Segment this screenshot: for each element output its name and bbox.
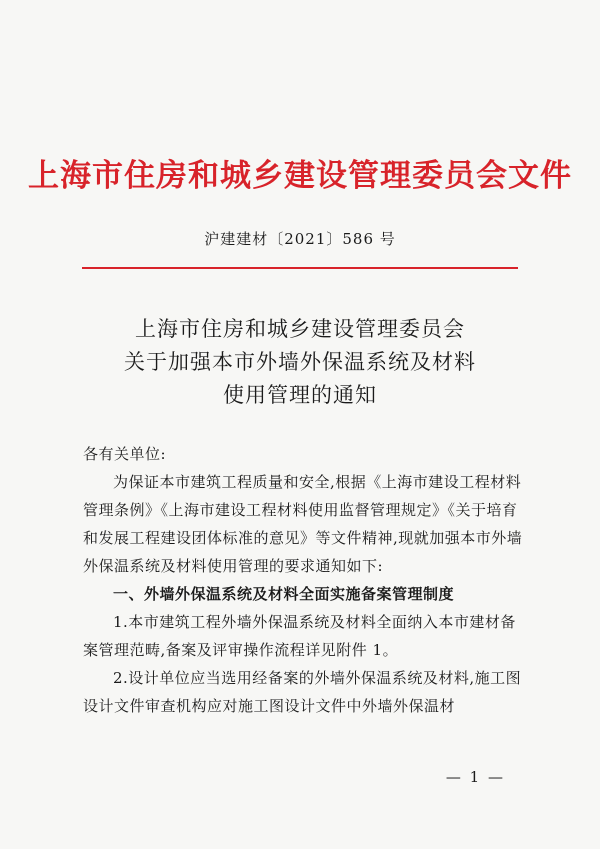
document-masthead: 上海市住房和城乡建设管理委员会文件: [28, 158, 572, 194]
document-body: [83, 440, 523, 720]
red-divider: [82, 267, 518, 269]
salutation: 各有关单位:: [83, 445, 167, 463]
title-line-3: 使用管理的通知: [223, 383, 377, 407]
document-number: 沪建建材〔2021〕586 号: [204, 230, 396, 248]
title-line-2: 关于加强本市外墙外保温系统及材料: [124, 350, 476, 374]
title-line-1: 上海市住房和城乡建设管理委员会: [135, 317, 465, 341]
document-title: [0, 313, 600, 412]
page-number: — 1 —: [445, 768, 505, 786]
item-paragraph-1: 1.本市建筑工程外墙外保温系统及材料全面纳入本市建材备案管理范畴,备案及评审操作流程详见附件 1。: [83, 613, 516, 659]
section-heading: 一、外墙外保温系统及材料全面实施备案管理制度: [113, 585, 455, 603]
item-paragraph-2: 2.设计单位应当选用经备案的外墙外保温系统及材料,施工图设计文件审查机构应对施工图设计文件中外墙外保温材: [83, 669, 522, 715]
intro-paragraph: 为保证本市建筑工程质量和安全,根据《上海市建设工程材料管理条例》《上海市建设工程材料使用监督管理规定》《关于培育和发展工程建设团体标准的意见》等文件精神,现就加强本市外墙外保温系统及材料使用管理的要求通知如下:: [83, 473, 523, 575]
